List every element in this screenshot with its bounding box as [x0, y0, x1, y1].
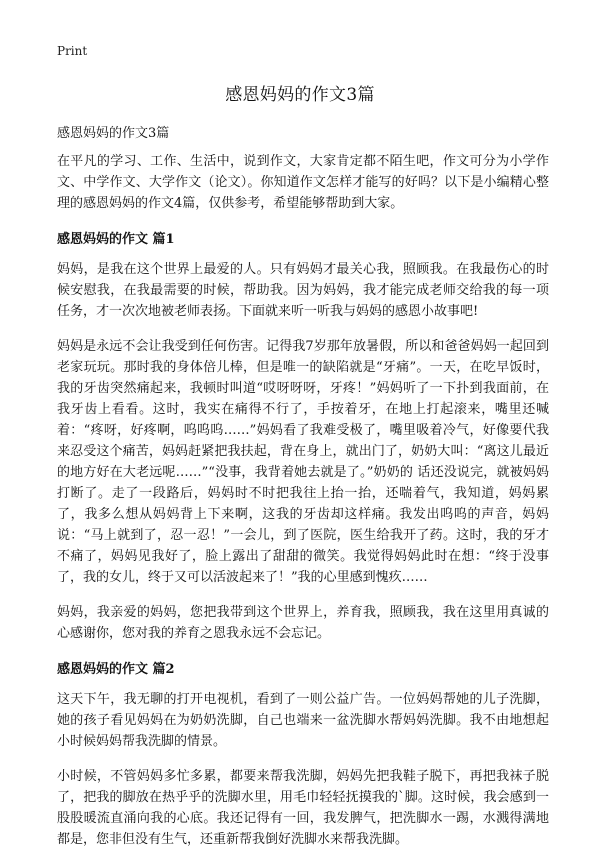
- section2-paragraph-2: 小时候，不管妈妈多忙多累，都要来帮我洗脚，妈妈先把我鞋子脱下，再把我袜子脱了，把我的脚放在热乎乎的洗脚水里，用毛巾轻轻抚摸我的`脚。这时候，我会感到一股股暖流直涌向我的心底。我还记得有一回，我发脾气，把洗脚水一踢，水溅得满地都是，您非但没有生气，还重新帮我倒好洗脚水来帮我洗脚。: [57, 769, 549, 847]
- document-body: [57, 122, 549, 864]
- section2-paragraph-1: 这天下午，我无聊的打开电视机，看到了一则公益广告。一位妈妈帮她的儿子洗脚，她的孩子看见妈妈在为奶奶洗脚，自己也端来一盆洗脚水帮妈妈洗脚。我不由地想起小时候妈妈帮我洗脚的情景。: [57, 692, 549, 749]
- document-subtitle: 感恩妈妈的作文3篇: [57, 126, 170, 141]
- section-heading-2: 感恩妈妈的作文 篇2: [57, 662, 175, 677]
- page-title: 感恩妈妈的作文3篇: [225, 85, 375, 105]
- intro-paragraph: 在平凡的学习、工作、生活中，说到作文，大家肯定都不陌生吧，作文可分为小学作文、中学作文、大学作文（论文）。你知道作文怎样才能写的好吗？以下是小编精心整理的感恩妈妈的作文4篇，仅供参考，希望能够帮助到大家。: [57, 154, 549, 211]
- section1-paragraph-3: 妈妈，我亲爱的妈妈，您把我带到这个世界上，养育我，照顾我，我在这里用真诚的心感谢你，您对我的养育之恩我永远不会忘记。: [57, 605, 549, 641]
- section1-paragraph-2: 妈妈是永远不会让我受到任何伤害。记得我7岁那年放暑假，所以和爸爸妈妈一起回到老家玩玩。那时我的身体倍儿棒，但是唯一的缺陷就是“牙痛”。一天，在吃早饭时，我的牙齿突然痛起来，我顿时叫道“哎呀呀呀，牙疼！”妈妈听了一下扑到我面前，在我牙齿上看看。这时，我实在痛得不行了，手按着牙，在地上打起滚来，嘴里还喊着：“疼呀，好疼啊，呜呜呜……”妈妈看了我难受极了，嘴里吸着冷气，好像要代我来忍受这个痛苦，妈妈赶紧把我扶起，背在身上，就出门了，奶奶大叫：“离这儿最近的地方好在大老远呢……”“没事，我背着她去就是了。”奶奶的 话还没说完，就被妈妈打断了。走了一段路后，妈妈时不时把我往上抬一抬，还喘着气，我知道，妈妈累了，我多么想从妈妈背上下来啊，这我的牙齿却这样痛。我发出呜呜的声音，妈妈说：“马上就到了，忍一忍！”一会儿，到了医院，医生给我开了药。这时，我的牙才不痛了，妈妈见我好了，脸上露出了甜甜的微笑。我觉得妈妈此时在想：“终于没事了，我的女儿，终于又可以活波起来了！”我的心里感到愧疚……: [57, 339, 549, 585]
- section-heading-1: 感恩妈妈的作文 篇1: [57, 232, 175, 247]
- print-label: Print: [57, 44, 88, 58]
- section1-paragraph-1: 妈妈，是我在这个世界上最爱的人。只有妈妈才最关心我，照顾我。在我最伤心的时候安慰我，在我最需要的时候，帮助我。因为妈妈，我才能完成老师交给我的每一项任务，才一次次地被老师表扬。下面就来听一听我与妈妈的感恩小故事吧!: [57, 262, 549, 319]
